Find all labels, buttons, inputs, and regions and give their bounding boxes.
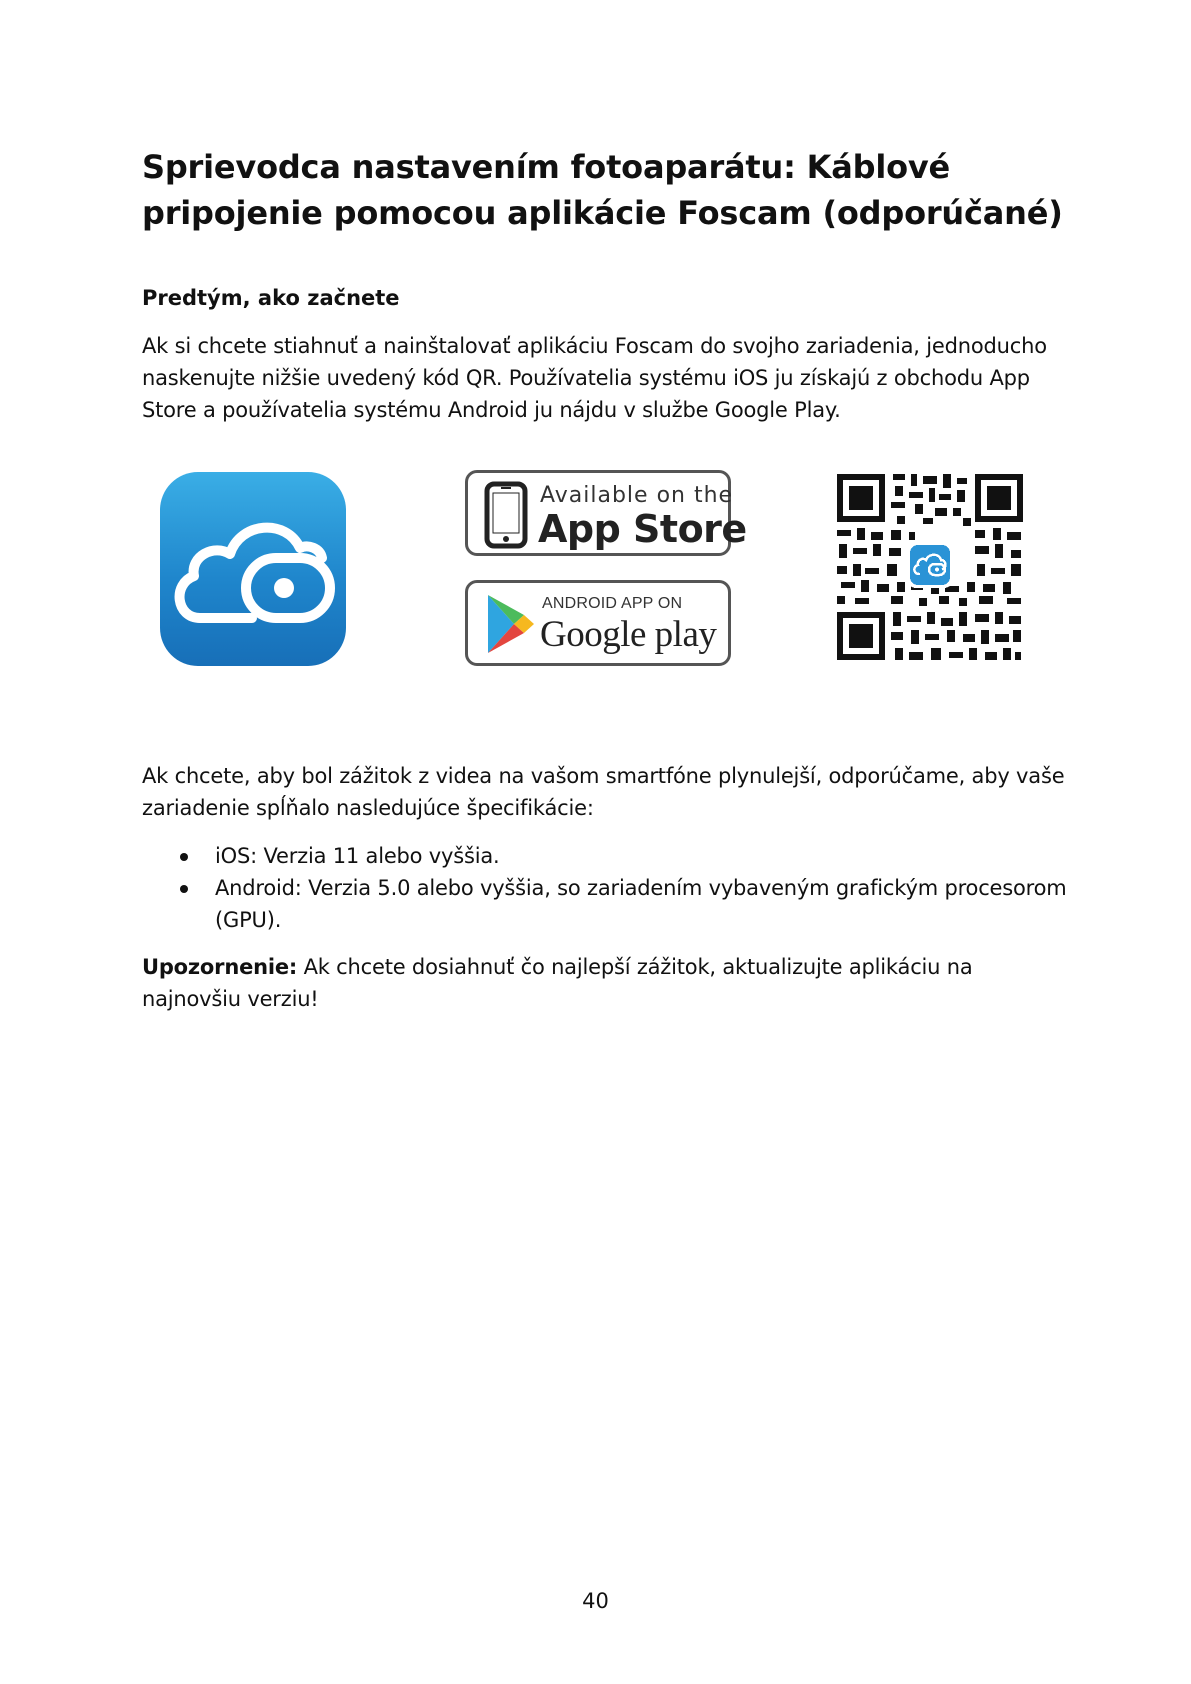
page-title: Sprievodca nastavením fotoaparátu: Káblové pripojenie pomocou aplikácie Foscam (odporúčané) [142, 148, 1063, 232]
google-play-small-text: ANDROID APP ON [542, 595, 683, 612]
app-store-badge[interactable] [465, 470, 747, 556]
google-play-badge[interactable] [465, 580, 731, 666]
note-paragraph [142, 951, 1072, 1015]
app-store-big-text: App Store [538, 507, 747, 551]
phone-icon [484, 481, 528, 554]
google-play-big-text: Google play [540, 614, 717, 655]
list-item [142, 872, 1072, 936]
qr-code-icon [835, 472, 1025, 662]
bullet-icon [180, 885, 188, 893]
bullet-icon [180, 853, 188, 861]
requirements-list [142, 840, 1072, 936]
section-heading: Predtým, ako začnete [142, 286, 400, 310]
spec-paragraph: Ak chcete, aby bol zážitok z videa na vašom smartfóne plynulejší, odporúčame, aby vaše zariadenie spĺňalo nasledujúce špecifikácie: [142, 764, 1065, 820]
note-label: Upozornenie: [142, 955, 298, 979]
foscam-app-icon [160, 472, 346, 666]
requirement-android: Android: Verzia 5.0 alebo vyššia, so zariadením vybaveným grafickým procesorom (GPU). [215, 876, 1067, 932]
page-number: 40 [582, 1589, 609, 1613]
app-store-small-text: Available on the [540, 483, 734, 508]
requirement-ios: iOS: Verzia 11 alebo vyššia. [215, 844, 500, 868]
cloud-camera-icon [160, 472, 346, 666]
list-item [142, 840, 1072, 872]
note-text: Ak chcete dosiahnuť čo najlepší zážitok, aktualizujte aplikáciu na najnovšiu verziu! [142, 955, 973, 1011]
intro-paragraph: Ak si chcete stiahnuť a nainštalovať aplikáciu Foscam do svojho zariadenia, jednoducho naskenujte nižšie uvedený kód QR. Používatelia systému iOS ju získajú z obchodu App Store a používatelia systému Android ju nájdu v službe Google Play. [142, 334, 1047, 422]
play-triangle-icon [484, 593, 536, 660]
